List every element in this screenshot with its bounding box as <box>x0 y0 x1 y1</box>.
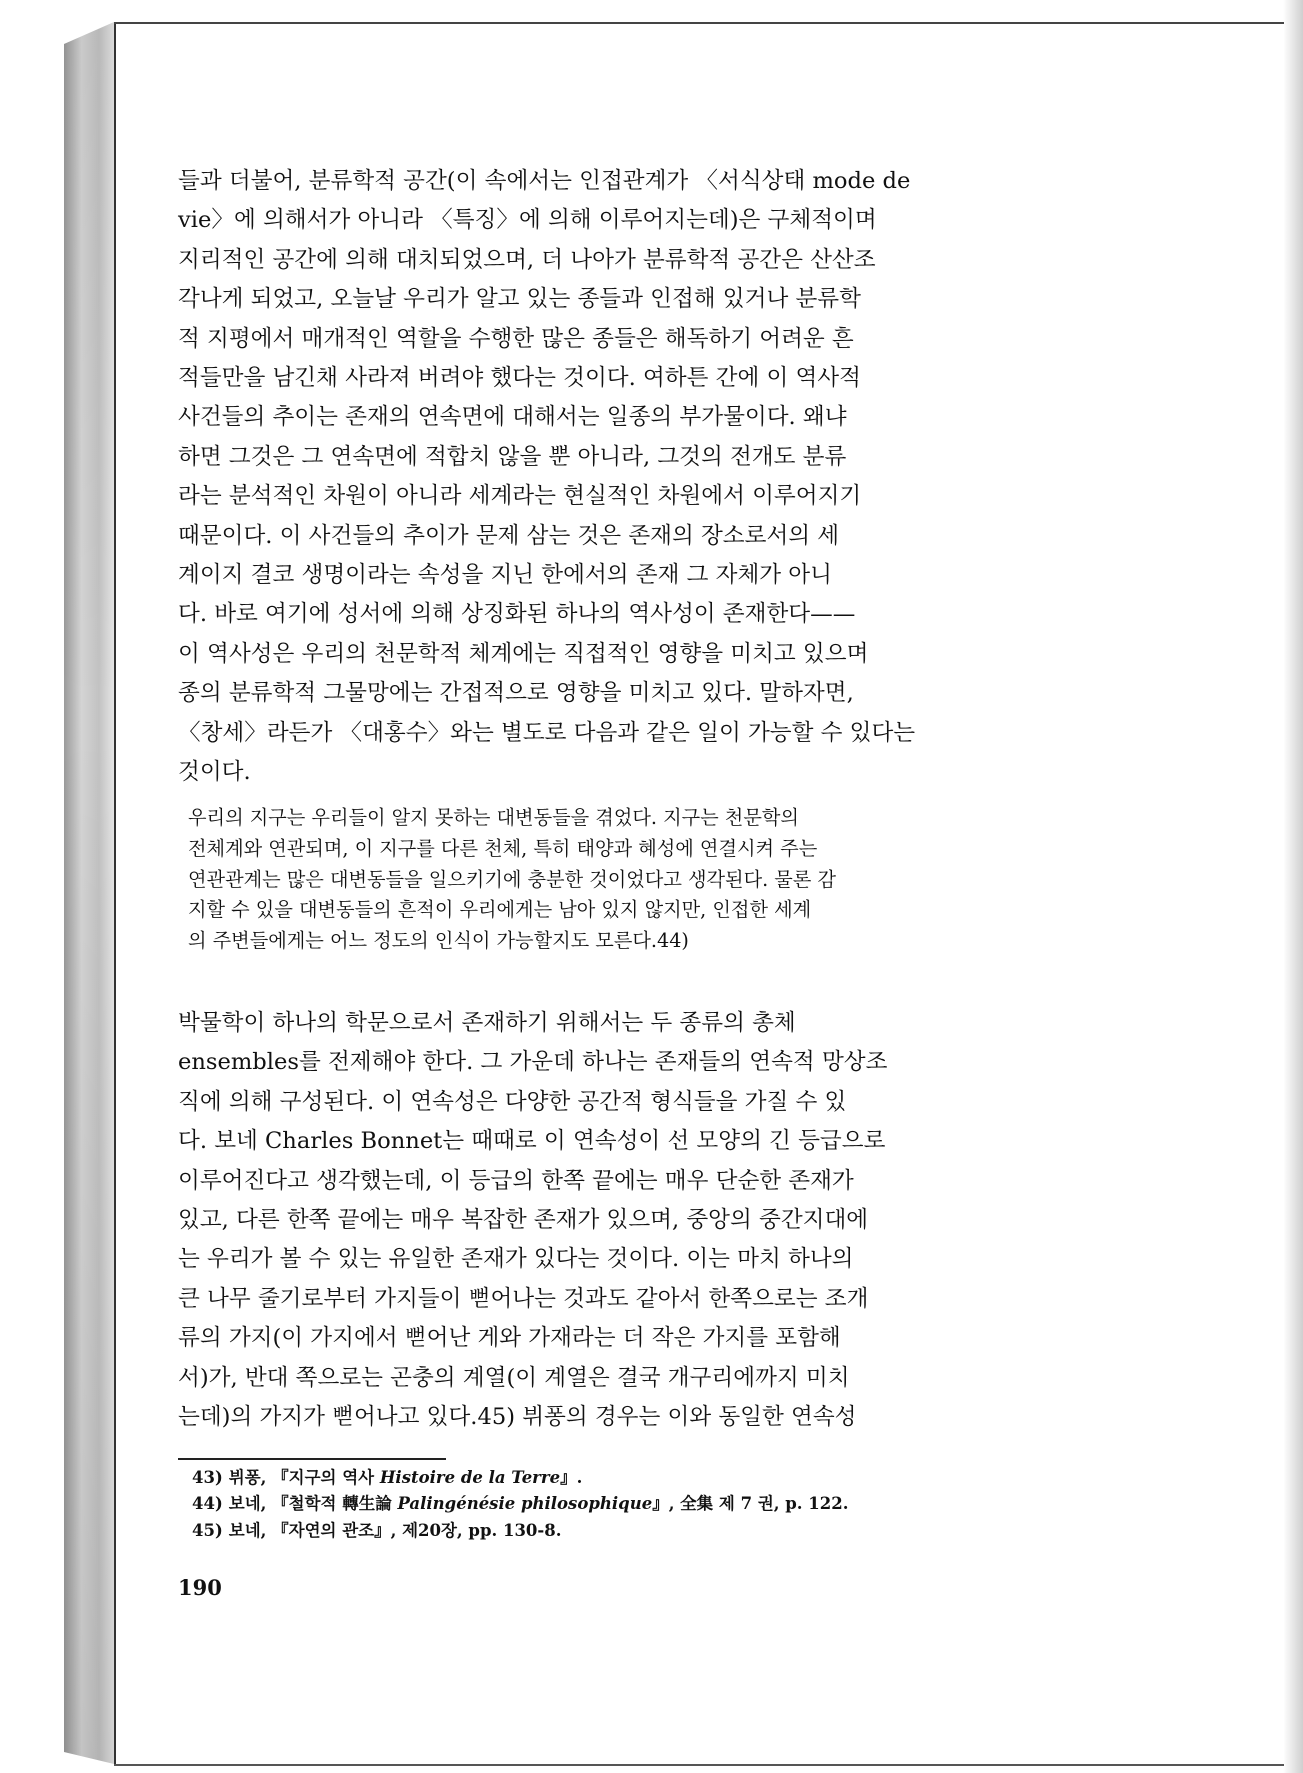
footnote-number: 44) <box>192 1494 223 1514</box>
footnote-43 <box>178 1465 1008 1491</box>
footnote-tail: 』. <box>560 1468 583 1487</box>
footnote-text: 보네, 『자연의 관조』, 제20장, pp. 130-8. <box>228 1520 562 1540</box>
body-paragraph-1 <box>178 162 1008 793</box>
page-number: 190 <box>178 1575 222 1600</box>
body-paragraph-1-text: 들과 더불어, 분류학적 공간(이 속에서는 인접관계가 〈서식상태 mode de vie〉에 의해서가 아니라 〈특징〉에 의해 이루어지는데)은 구체적이며 지리적인 공간에 의해 대치되었으며, 더 나아가 분류학적 공간은 산산조 각나게 되었고, 오늘날 우리가 알고 있는 종들과 인접해 있거나 분류학 적 지평에서 매개적인 역할을 수행한 많은 종들은 해독하기 어려운 흔 적들만을 남긴채 사라져 버려야 했다는 것이다. 여하튼 간에 이 역사적 사건들의 추이는 존재의 연속면에 대해서는 일종의 부가물이다. 왜냐 하면 그것은 그 연속면에 적합치 않을 뿐 아니라, 그것의 전개도 분류 라는 분석적인 차원이 아니라 세계라는 현실적인 차원에서 이루어지기 때문이다. 이 사건들의 추이가 문제 삼는 것은 존재의 장소로서의 세 계이지 결코 생명이라는 속성을 지닌 한에서의 존재 그 자체가 아니 다. 바로 여기에 성서에 의해 상징화된 하나의 역사성이 존재한다—— 이 역사성은 우리의 천문학적 체계에는 직접적인 영향을 미치고 있으며 종의 분류학적 그물망에는 간접적으로 영향을 미치고 있다. 말하자면, 〈창세〉라든가 〈대홍수〉와는 별도로 다음과 같은 일이 가능할 수 있다는 것이다. <box>178 168 916 786</box>
body-paragraph-2 <box>178 1004 1008 1437</box>
footnote-45 <box>178 1518 1008 1544</box>
footnote-italic-title: Histoire de la Terre <box>379 1468 561 1487</box>
body-paragraph-2-text: 박물학이 하나의 학문으로서 존재하기 위해서는 두 종류의 총체 ensembles를 전제해야 한다. 그 가운데 하나는 존재들의 연속적 망상조 직에 의해 구성된다. 이 연속성은 다양한 공간적 형식들을 가질 수 있 다. 보네 Charles Bonnet는 때때로 이 연속성이 선 모양의 긴 등급으로 이루어진다고 생각했는데, 이 등급의 한쪽 끝에는 매우 단순한 존재가 있고, 다른 한쪽 끝에는 매우 복잡한 존재가 있으며, 중앙의 중간지대에 는 우리가 볼 수 있는 유일한 존재가 있다는 것이다. 이는 마치 하나의 큰 나무 줄기로부터 가지들이 뻗어나는 것과도 같아서 한쪽으로는 조개 류의 가지(이 가지에서 뻗어난 게와 가재라는 더 작은 가지를 포함해 서)가, 반대 쪽으로는 곤충의 계열(이 계열은 결국 개구리에까지 미치 는데)의 가지가 뻗어나고 있다.45) 뷔퐁의 경우는 이와 동일한 연속성 <box>178 1010 888 1431</box>
footnotes <box>178 1465 1008 1544</box>
page-right-shadow <box>1283 0 1303 1773</box>
footnote-44 <box>178 1491 1008 1517</box>
footnote-number: 43) <box>192 1468 223 1487</box>
footnote-rule <box>178 1458 446 1460</box>
footnote-text: 보네, 『철학적 轉生論 <box>228 1494 398 1514</box>
block-quote <box>178 803 1008 957</box>
page-left-border <box>114 24 116 1764</box>
block-quote-text: 우리의 지구는 우리들이 알지 못하는 대변동들을 겪었다. 지구는 천문학의 전체계와 연관되며, 이 지구를 다른 천체, 특히 태양과 혜성에 연결시켜 주는 연관관계는 많은 대변동들을 일으키기에 충분한 것이었다고 생각된다. 물론 감 지할 수 있을 대변동들의 흔적이 우리에게는 남아 있지 않지만, 인접한 세계 의 주변들에게는 어느 정도의 인식이 가능할지도 모른다.44) <box>188 806 837 953</box>
footnote-text: 뷔퐁, 『지구의 역사 <box>228 1468 380 1487</box>
page-stack-left-edge <box>64 22 114 1764</box>
footnote-italic-title: Palingénésie philosophique <box>397 1494 653 1514</box>
footnote-tail: 』, 全集 제 7 권, p. 122. <box>652 1494 849 1514</box>
footnote-number: 45) <box>192 1520 223 1540</box>
